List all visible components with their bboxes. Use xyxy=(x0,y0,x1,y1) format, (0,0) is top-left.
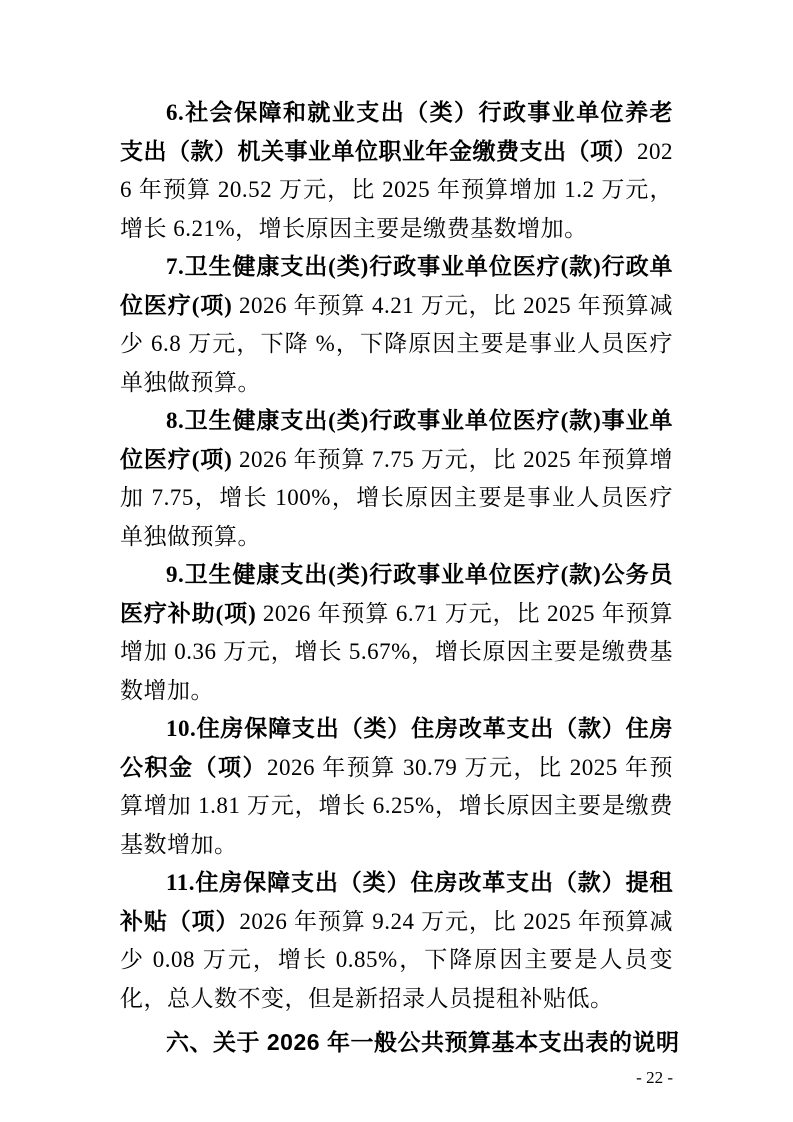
budget-paragraph-11 xyxy=(120,864,673,1018)
paragraph-9-body: 2026 年预算 6.71 万元，比 2025 年预算增加 0.36 万元，增长 5.67%，增长原因主要是缴费基数增加。 xyxy=(120,600,674,703)
paragraph-6-lead: 6.社会保障和就业支出（类）行政事业单位养老支出（款）机关事业单位职业年金缴费支出（项） xyxy=(120,100,673,164)
page-number: - 22 - xyxy=(636,1067,673,1087)
budget-paragraph-7 xyxy=(120,248,673,402)
paragraph-11-body: 2026 年预算 9.24 万元，比 2025 年预算减少 0.08 万元，增长 0.85%，下降原因主要是人员变化，总人数不变，但是新招录人员提租补贴低。 xyxy=(120,908,673,1011)
paragraph-9-lead: 9.卫生健康支出(类)行政事业单位医疗(款)公务员医疗补助(项) xyxy=(120,562,673,626)
budget-paragraph-9 xyxy=(120,556,673,710)
text-block xyxy=(120,94,680,1089)
paragraph-8-body: 2026 年预算 7.75 万元，比 2025 年预算增加 7.75，增长 100%，增长原因主要是事业人员医疗单独做预算。 xyxy=(120,446,673,549)
paragraph-6-body: 2026 年预算 20.52 万元，比 2025 年预算增加 1.2 万元，增长 6.21%，增长原因主要是缴费基数增加。 xyxy=(120,138,673,241)
paragraph-7-lead: 7.卫生健康支出(类)行政事业单位医疗(款)行政单位医疗(项) xyxy=(120,254,673,318)
budget-paragraph-6 xyxy=(120,94,673,248)
budget-paragraph-10 xyxy=(120,710,673,864)
paragraph-7-body: 2026 年预算 4.21 万元，比 2025 年预算减少 6.8 万元，下降 %，下降原因主要是事业人员医疗单独做预算。 xyxy=(120,292,673,395)
paragraph-8-lead: 8.卫生健康支出(类)行政事业单位医疗(款)事业单位医疗(项) xyxy=(120,408,673,472)
paragraph-10-body: 2026 年预算 30.79 万元，比 2025 年预算增加 1.81 万元，增长 6.25%，增长原因主要是缴费基数增加。 xyxy=(120,754,673,857)
paragraph-11-lead: 11.住房保障支出（类）住房改革支出（款）提租补贴（项） xyxy=(120,870,673,934)
section-heading: 六、关于 2026 年一般公共预算基本支出表的说明 xyxy=(166,1029,680,1055)
budget-paragraph-8 xyxy=(120,402,673,556)
paragraph-10-lead: 10.住房保障支出（类）住房改革支出（款）住房公积金（项） xyxy=(120,716,673,780)
